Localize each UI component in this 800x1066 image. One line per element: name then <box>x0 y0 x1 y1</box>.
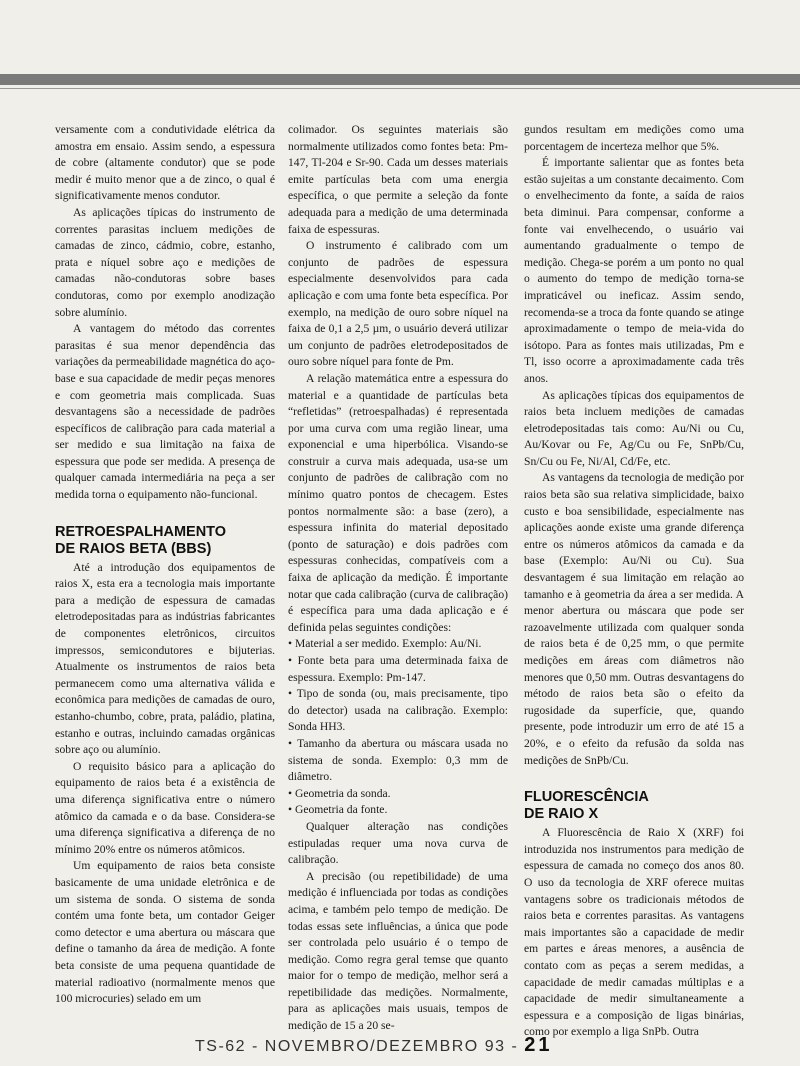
paragraph: As aplicações típicas do instrumento de correntes parasitas incluem medições de camadas de zinco, cádmio, cobre, estanho, prata e níquel sobre aço e medições de camadas não-condutoras sobre bases condutoras, como por exemplo anodização sobre alumínio. <box>55 205 275 319</box>
page-number: 21 <box>524 1034 553 1056</box>
footer-issue: TS-62 - NOVEMBRO/DEZEMBRO 93 - <box>195 1038 519 1055</box>
paragraph: Até a introdução dos equipamentos de raios X, esta era a tecnologia mais importante para a medição de espessura de camadas eletrodepositadas para as indústrias fabricantes de componentes eletrônicos, circuitos impressos, semicondutores e bijuterias. Atualmente os instrumentos de raios beta permanecem como uma alternativa válida e econômica para medições de camadas de ouro, estanho-chumbo, cobre, prata, paládio, platina, estanho e outras, incluindo camadas orgânicas sobre aço ou alumínio. <box>55 560 275 757</box>
paragraph: colimador. Os seguintes materiais são normalmente utilizados como fontes beta: Pm-147, Tl-204 e Sr-90. Cada um desses materiais emite partículas beta com uma energia específica, o que permite a seleção da fonte adequada para a medição de uma determinada faixa de espessuras. <box>288 123 508 236</box>
paragraph: versamente com a condutividade elétrica da amostra em ensaio. Assim sendo, a espessura de cobre (altamente condutor) que se pode medir é muito menor que a de zinco, o qual é significativamente menos condutor. <box>55 123 275 203</box>
bullet-item: • Tipo de sonda (ou, mais precisamente, tipo do detector) usada na calibração. Exemplo: Sonda HH3. <box>288 687 508 734</box>
bullet-item: • Fonte beta para uma determinada faixa de espessura. Exemplo: Pm-147. <box>288 654 508 684</box>
header-bar <box>0 74 800 85</box>
paragraph: As vantagens da tecnologia de medição por raios beta são sua relativa simplicidade, baixo custo e boa sensibilidade, especialmente nas aplicações aonde existe uma grande diferença entre os números atômicos da camada e da base (Exemplo: Au/Ni ou Cu). Sua desvantagem é sua limitação em relação ao tamanho e à geometria da área a ser medida. A menor abertura ou máscara que pode ser razoavelmente utilizada com qualquer sonda de raios beta é de 0,25 mm, o que permite medições em áreas com diâmetros não menores que 0,50 mm. Outras desvantagens do método de raios beta são o efeito da rugosidade da superfície, que, quando presente, pode introduzir um erro de até 15 a 20%, e o efeito da refusão da solda nas medições de SnPb/Cu. <box>524 471 744 767</box>
section-heading-xrf <box>524 789 744 823</box>
paragraph: A precisão (ou repetibilidade) de uma medição é influenciada por todas as condições acima, e também pelo tempo de medição. De todas essas sete influências, a única que pode ser controlada pelo usuário é o tempo de medição. Como regra geral temse que quanto maior for o tempo de medição, melhor será a repetibilidade das medições. Normalmente, para as aplicações mais usuais, tempos de medição de 15 a 20 se- <box>288 869 508 1033</box>
heading-line-1: FLUORESCÊNCIA <box>524 789 649 806</box>
paragraph: A relação matemática entre a espessura do material e a quantidade de partículas beta “refletidas” (retroespalhadas) é representada por uma curva com uma região linear, uma exponencial e uma hiperbólica. Visando-se construir a curva mais adequada, usa-se um conjunto de padrões de calibração com no mínimo quatro pontos de checagem. Estes pontos normalmente são: a base (zero), a espessura infinita do material depositado (ponto de saturação) e dois padrões com espessuras conhecidas, compatíveis com a faixa de aplicação da medição. É importante notar que cada calibração (curva de calibração) é específica para uma dada aplicação e é definida pelas seguintes condições: <box>288 371 508 634</box>
paragraph: O instrumento é calibrado com um conjunto de padrões de espessura especialmente desenvolvidos para cada aplicação e com uma fonte beta específica. Por exemplo, na medição de ouro sobre níquel na faixa de 0,1 a 2,5 µm, o usuário deverá utilizar um conjunto de padrões eletrodepositados de ouro sobre níquel para fonte de Pm. <box>288 239 508 369</box>
bullet-item: • Material a ser medido. Exemplo: Au/Ni. <box>288 637 482 651</box>
column-3 <box>524 122 744 1041</box>
paragraph: É importante salientar que as fontes beta estão sujeitas a um constante decaimento. Com o envelhecimento da fonte, a saída de raios beta diminui. Para compensar, conforme a fonte vai envelhecendo, o usuário vai aumentando gradualmente o tempo de medição. Chega-se porém a um ponto no qual o aumento do tempo de medição torna-se impraticável ou ineficaz. Assim sendo, recomenda-se a troca da fonte quando se atinge aproximadamente o tempo de meia-vida do isótopo. Para as fontes mais utilizadas, Pm e Tl, isso ocorre a aproximadamente cada três anos. <box>524 156 744 385</box>
heading-line-2: DE RAIOS BETA (BBS) <box>55 540 212 557</box>
paragraph: As aplicações típicas dos equipamentos de raios beta incluem medições de camadas eletrodepositadas tais como: Au/Ni ou Cu, Au/Kovar ou Fe, Ag/Cu ou Fe, SnPb/Cu, Sn/Cu ou Fe, Ni/Al, Cd/Fe, etc. <box>524 388 744 468</box>
paragraph: A Fluorescência de Raio X (XRF) foi introduzida nos instrumentos para medição de espessura de camada no começo dos anos 80. O uso da tecnologia de XRF oferece muitas vantagens sobre os tradicionais métodos de raios beta e correntes parasitas. As vantagens mais importantes são a capacidade de medir em partes e áreas menores, a ausência de contato com as peças a serem medidas, a capacidade de medir camadas múltiplas e a capacidade de medir simultaneamente a espessura e a composição de ligas binárias, como por exemplo a liga SnPb. Outra <box>524 826 744 1039</box>
header-rule <box>0 88 800 89</box>
bullet-item: • Tamanho da abertura ou máscara usada no sistema de sonda. Exemplo: 0,3 mm de diâmetro. <box>288 736 508 784</box>
section-heading-bbs <box>55 524 275 558</box>
paragraph: Qualquer alteração nas condições estipuladas requer uma nova curva de calibração. <box>288 819 508 867</box>
paragraph: O requisito básico para a aplicação do equipamento de raios beta é a existência de uma diferença significativa entre o número atômico da camada e o da base. Considera-se uma diferença significativa a diferença de no mínimo 20% entre os números atômicos. <box>55 759 275 856</box>
bullet-item: • Geometria da fonte. <box>288 803 388 817</box>
paragraph: gundos resultam em medições como uma porcentagem de incerteza melhor que 5%. <box>524 123 744 153</box>
paragraph: A vantagem do método das correntes parasitas é sua menor dependência das variações da permeabilidade magnética do aço-base e sua capacidade de medir peças menores e com geometria mais complicada. Suas desvantagens são a necessidade de padrões específicos de calibração para cada material a ser medido e sua limitação na faixa de espessura que pode ser medida. A presença de qualquer camada intermediária na peça a ser medida torna o equipamento não-funcional. <box>55 322 275 502</box>
bullet-item: • Geometria da sonda. <box>288 786 391 800</box>
paragraph: Um equipamento de raios beta consiste basicamente de uma unidade eletrônica e de um sistema de sonda. O sistema de sonda contém uma fonte beta, um contador Geiger como detector e uma abertura ou máscara que define o tamanho da área de medição. A fonte beta consiste de uma pequena quantidade de material radioativo (normalmente menos que 100 microcuries) selado em um <box>55 859 275 1006</box>
heading-line-1: RETROESPALHAMENTO <box>55 523 227 540</box>
column-2 <box>288 122 508 1035</box>
heading-line-2: DE RAIO X <box>524 806 599 823</box>
page-footer <box>195 1034 552 1057</box>
column-1 <box>55 122 275 1008</box>
